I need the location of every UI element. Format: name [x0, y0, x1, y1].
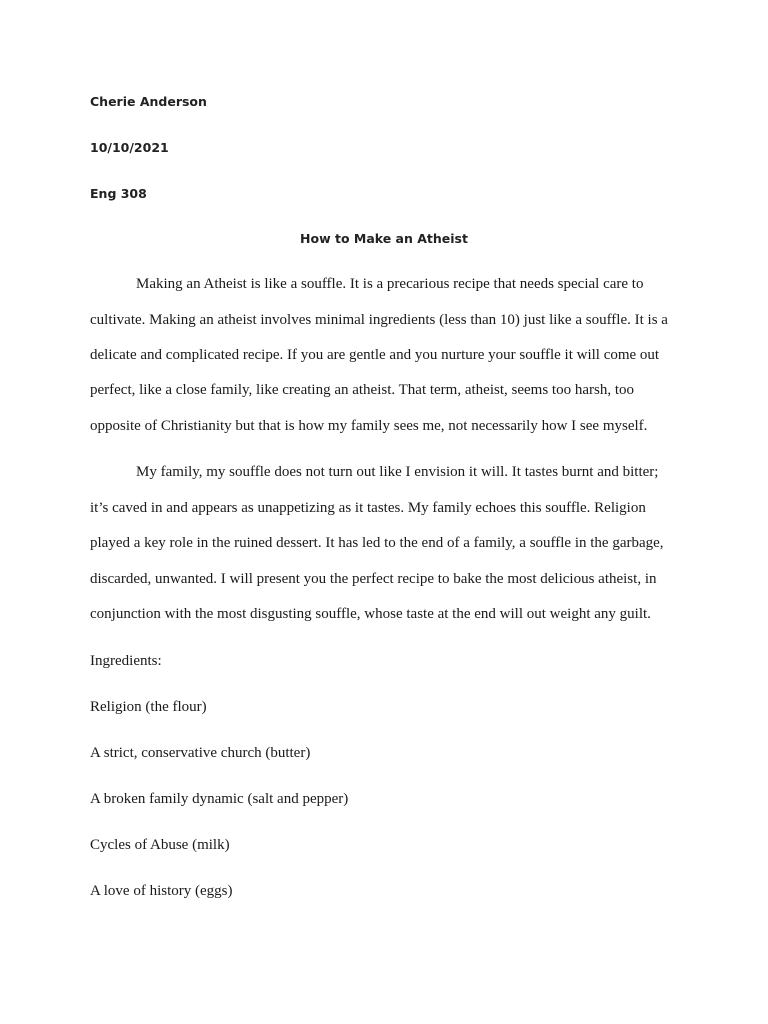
- paragraph-1-line: opposite of Christianity but that is how my family sees me, not necessarily how I see myself.: [90, 418, 648, 434]
- ingredient-item: A love of history (eggs): [90, 883, 233, 899]
- paragraph-1-line: Making an Atheist is like a souffle. It is a precarious recipe that needs special care to: [136, 276, 644, 292]
- ingredient-item: Cycles of Abuse (milk): [90, 837, 230, 853]
- paragraph-1-line: cultivate. Making an atheist involves minimal ingredients (less than 10) just like a souffle. It is a: [90, 312, 668, 328]
- paragraph-1-line: perfect, like a close family, like creating an atheist. That term, atheist, seems too harsh, too: [90, 382, 634, 398]
- document-date: 10/10/2021: [90, 140, 169, 155]
- ingredient-item: Religion (the flour): [90, 699, 207, 715]
- course-name: Eng 308: [90, 186, 147, 201]
- ingredients-heading: Ingredients:: [90, 653, 162, 669]
- ingredient-item: A broken family dynamic (salt and pepper): [90, 791, 349, 807]
- paragraph-1-line: delicate and complicated recipe. If you are gentle and you nurture your souffle it will come out: [90, 347, 660, 363]
- paragraph-2-line: discarded, unwanted. I will present you the perfect recipe to bake the most delicious atheist, in: [90, 571, 657, 587]
- ingredient-item: A strict, conservative church (butter): [90, 745, 311, 761]
- paragraph-2-line: conjunction with the most disgusting souffle, whose taste at the end will out weight any guilt.: [90, 606, 651, 622]
- paragraph-2-line: My family, my souffle does not turn out like I envision it will. It tastes burnt and bitter;: [136, 464, 659, 480]
- paragraph-2-line: played a key role in the ruined dessert. It has led to the end of a family, a souffle in the garbage,: [90, 535, 664, 551]
- author-name: Cherie Anderson: [90, 94, 207, 109]
- essay-title: How to Make an Atheist: [300, 231, 468, 246]
- paragraph-2-line: it’s caved in and appears as unappetizing as it tastes. My family echoes this souffle. Religion: [90, 500, 646, 516]
